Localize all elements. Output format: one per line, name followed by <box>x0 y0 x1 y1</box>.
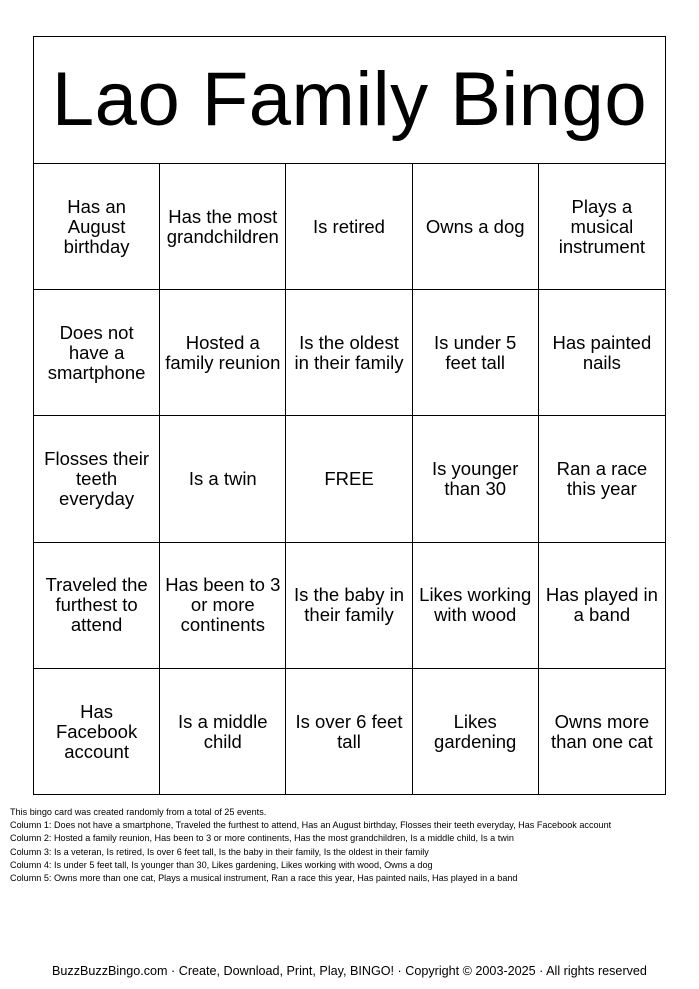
free-space-cell: FREE <box>286 416 412 542</box>
bingo-cell: Is a twin <box>160 416 286 542</box>
bingo-cell: Owns more than one cat <box>550 710 653 752</box>
card-title: Lao Family Bingo <box>51 57 648 142</box>
bingo-cell: Is the oldest in their family <box>286 290 412 416</box>
bingo-grid <box>34 164 665 795</box>
bingo-cell: Likes working with wood <box>413 543 539 669</box>
bingo-card <box>33 36 666 795</box>
bingo-cell: Ran a race this year <box>539 416 665 542</box>
column-note: Column 1: Does not have a smartphone, Traveled the furthest to attend, Has an August birthday, Flosses their teeth everyday, Has Facebook account <box>10 820 612 831</box>
bingo-cell: Has Facebook account <box>34 669 160 795</box>
bingo-cell: Traveled the furthest to attend <box>34 543 160 669</box>
footer-text: BuzzBuzzBingo.com · Create, Download, Print, Play, BINGO! · Copyright © 2003-2025 · All rights reserved <box>52 964 647 978</box>
bingo-cell: Is a middle child <box>160 669 286 795</box>
bingo-cell: Owns a dog <box>413 164 539 290</box>
column-note: Column 3: Is a veteran, Is retired, Is over 6 feet tall, Is the baby in their family, Is the oldest in their family <box>10 846 429 857</box>
bingo-cell: Has an August birthday <box>34 164 160 290</box>
bingo-cell: Likes gardening <box>413 669 539 795</box>
bingo-cell: Plays a musical instrument <box>539 164 665 290</box>
bingo-cell: Is over 6 feet tall <box>286 669 412 795</box>
bingo-cell: Has painted nails <box>539 290 665 416</box>
bingo-cell: Is younger than 30 <box>413 416 539 542</box>
column-note: Column 2: Hosted a family reunion, Has been to 3 or more continents, Has the most grandchildren, Is a middle child, Is a twin <box>10 833 514 844</box>
bingo-cell: Does not have a smartphone <box>34 290 160 416</box>
bingo-cell: Has been to 3 or more continents <box>160 543 286 669</box>
bingo-cell: Has played in a band <box>539 543 665 669</box>
bingo-cell: Flosses their teeth everyday <box>34 416 160 542</box>
notes-summary: This bingo card was created randomly from a total of 25 events. <box>10 807 267 817</box>
bingo-cell: Has the most grandchildren <box>160 164 286 290</box>
column-note: Column 4: Is under 5 feet tall, Is younger than 30, Likes gardening, Likes working with wood, Owns a dog <box>10 859 433 870</box>
bingo-cell: Is under 5 feet tall <box>413 290 539 416</box>
bingo-cell: Hosted a family reunion <box>160 290 286 416</box>
column-note: Column 5: Owns more than one cat, Plays a musical instrument, Ran a race this year, Has painted nails, Has played in a band <box>10 873 518 884</box>
card-notes <box>10 806 690 885</box>
bingo-cell: Is the baby in their family <box>286 543 412 669</box>
title-cell <box>34 37 665 164</box>
bingo-cell: Is retired <box>286 164 412 290</box>
